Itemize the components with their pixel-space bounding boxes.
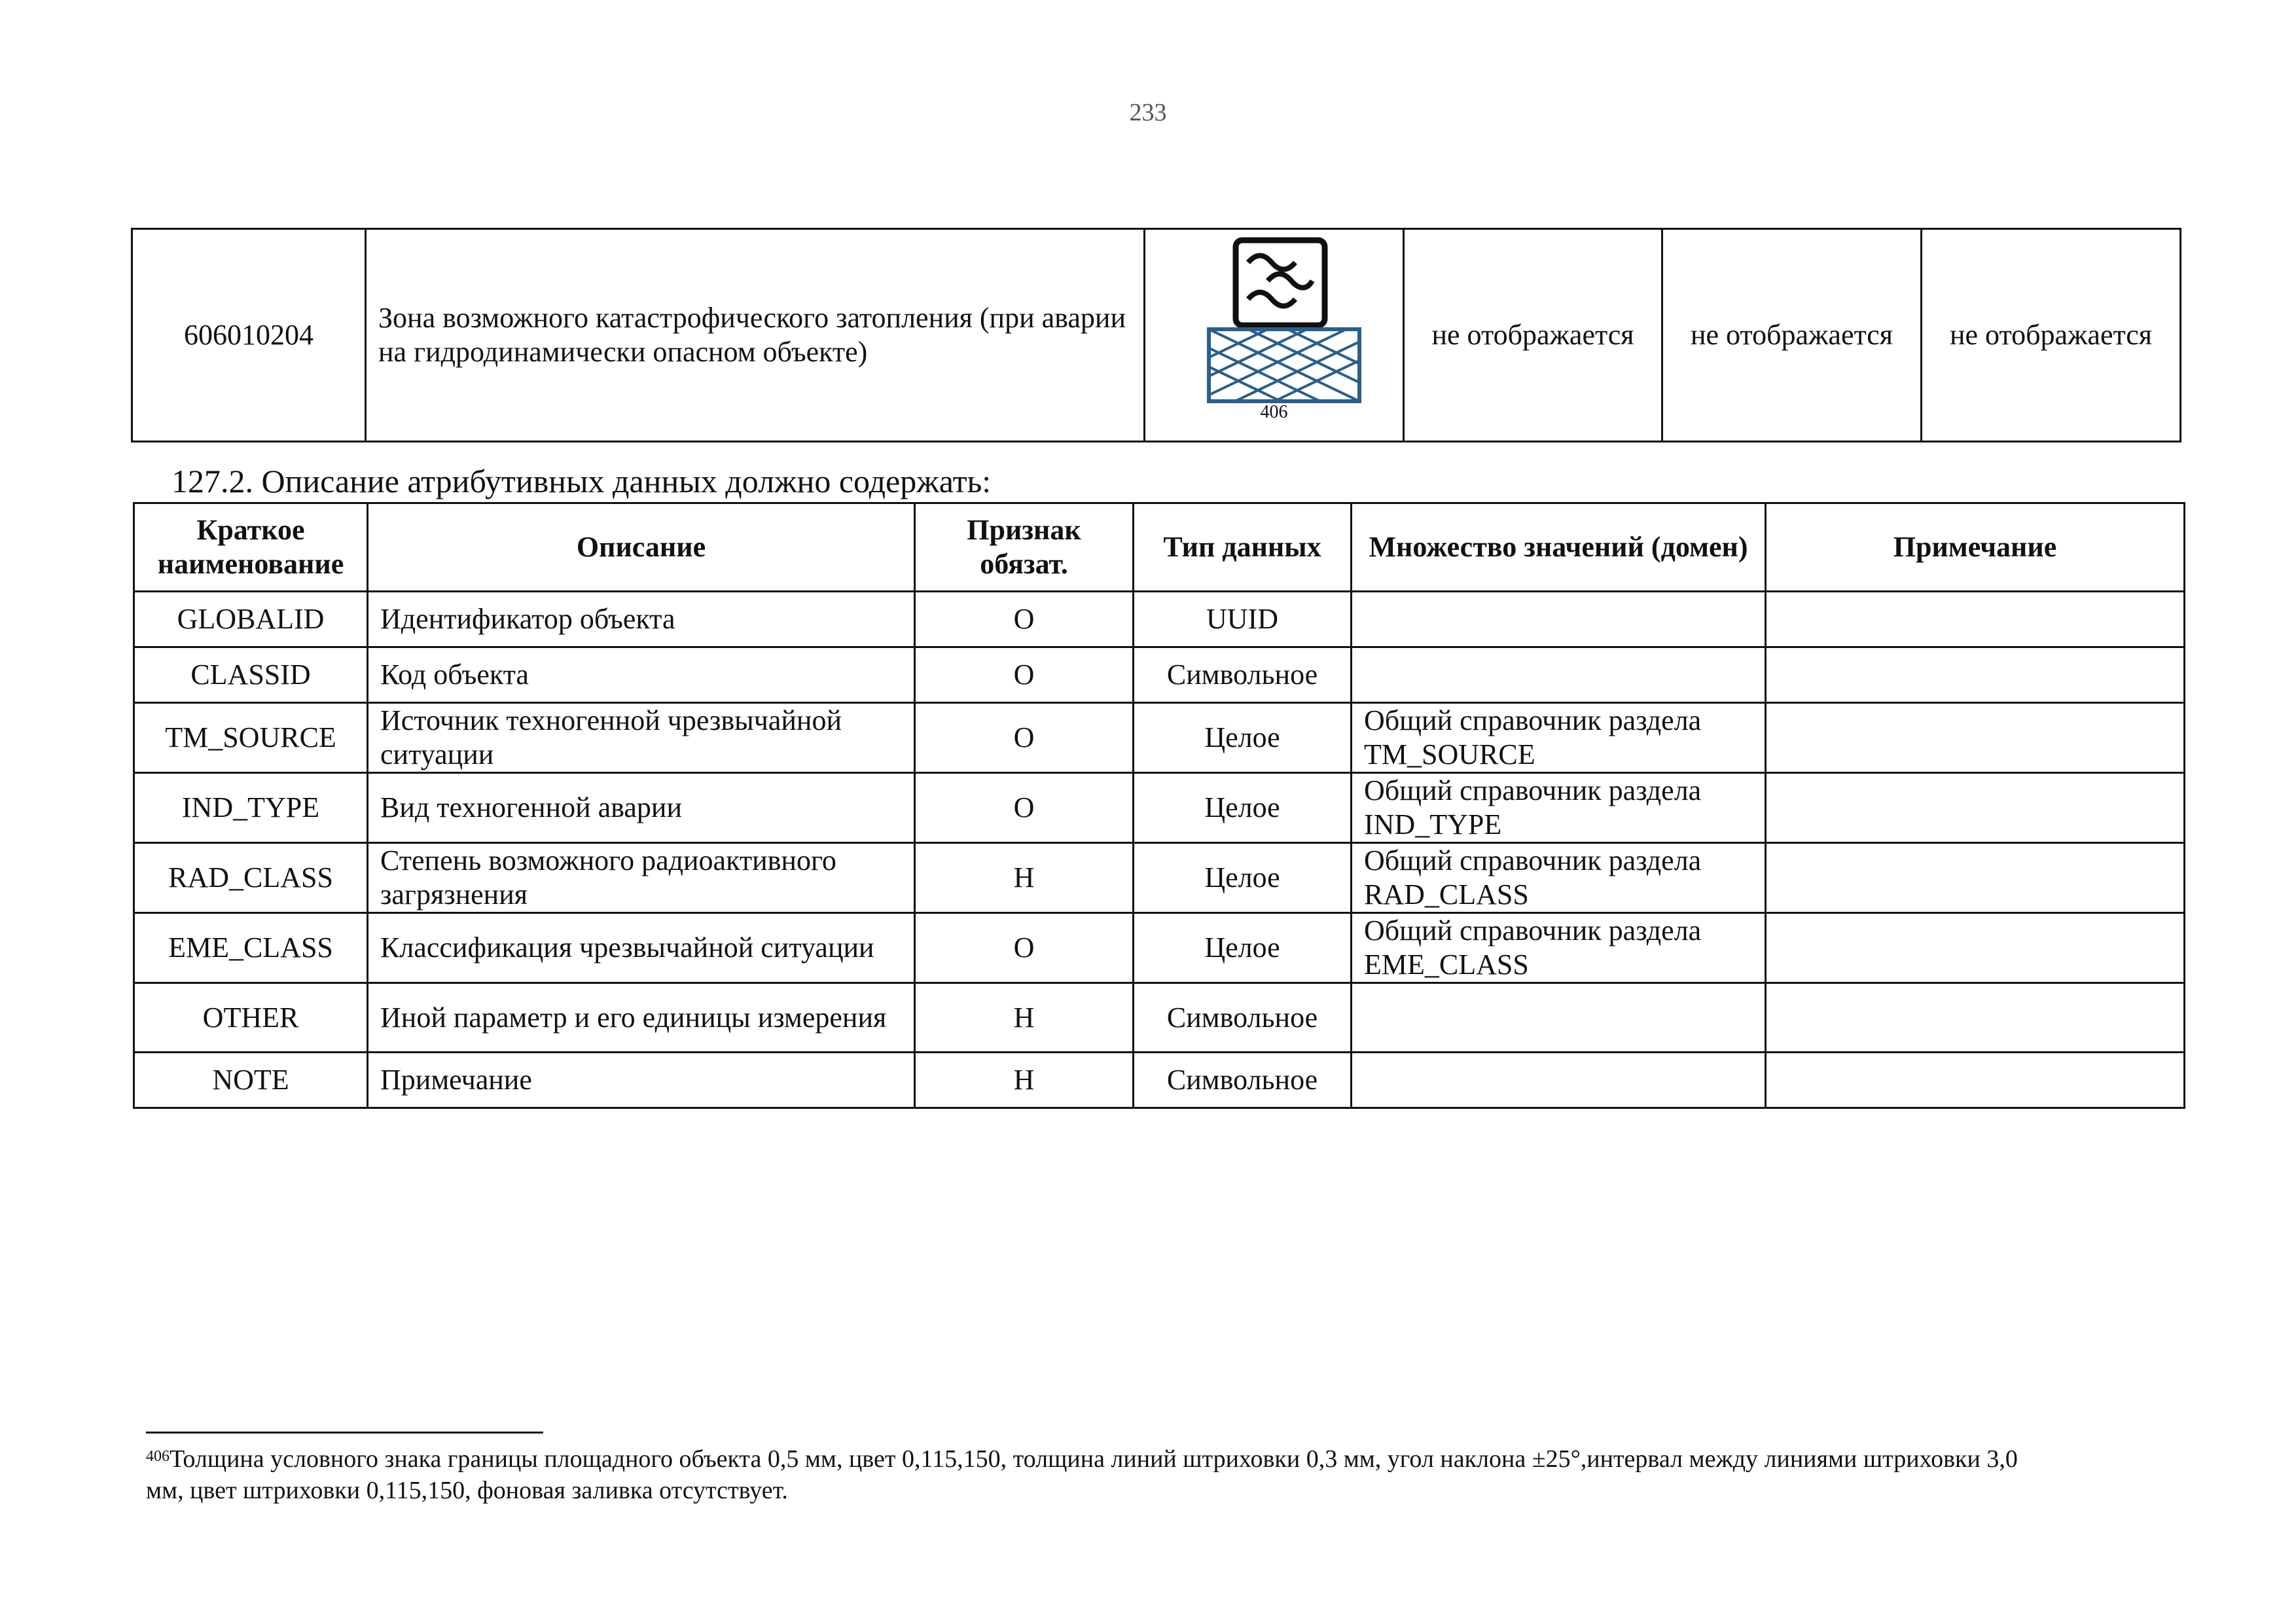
cell-data-type: Символьное xyxy=(1134,647,1352,703)
cell-domain: Общий справочник раздела TM_SOURCE xyxy=(1352,703,1766,773)
table-row xyxy=(134,703,2185,773)
header-short-name: Краткое наименование xyxy=(134,503,368,592)
sign-footnote-ref: 406 xyxy=(1260,402,1288,422)
cell-data-type: Символьное xyxy=(1134,1053,1352,1108)
footnote xyxy=(146,1443,2044,1506)
cell-note xyxy=(1766,592,2185,647)
cell-short-name: CLASSID xyxy=(134,647,368,703)
attributes-table xyxy=(133,502,2185,1109)
cell-domain xyxy=(1352,983,1766,1053)
cell-description: Вид техногенной аварии xyxy=(368,773,915,843)
symbol-col4: не отображается xyxy=(1404,229,1662,442)
footnote-ref: 406 xyxy=(146,1448,170,1465)
cell-short-name: EME_CLASS xyxy=(134,913,368,983)
table-row xyxy=(134,843,2185,913)
cell-mandatory: Н xyxy=(915,983,1134,1053)
cell-description: Классификация чрезвычайной ситуации xyxy=(368,913,915,983)
page-number: 233 xyxy=(1129,99,1167,126)
cell-description: Степень возможного радиоактивного загрязнения xyxy=(368,843,915,913)
table-row xyxy=(134,913,2185,983)
header-mandatory: Признак обязат. xyxy=(915,503,1134,592)
cell-domain xyxy=(1352,592,1766,647)
cell-mandatory: О xyxy=(915,913,1134,983)
symbol-description: Зона возможного катастрофического затопления (при аварии на гидродинамически опасном объекте) xyxy=(366,229,1145,442)
cell-note xyxy=(1766,983,2185,1053)
cell-domain: Общий справочник раздела EME_CLASS xyxy=(1352,913,1766,983)
footnote-text: Толщина условного знака границы площадного объекта 0,5 мм, цвет 0,115,150, толщина линий штриховки 0,3 мм, угол наклона ±25°,интервал между линиями штриховки 3,0 мм, цвет штриховки 0,115,150, фоновая заливка отсутствует. xyxy=(146,1445,2018,1504)
cell-note xyxy=(1766,773,2185,843)
table-row xyxy=(134,647,2185,703)
attributes-header-row xyxy=(134,503,2185,592)
cell-mandatory: О xyxy=(915,703,1134,773)
cell-data-type: Целое xyxy=(1134,773,1352,843)
symbol-sign-cell xyxy=(1145,229,1404,442)
header-domain: Множество значений (домен) xyxy=(1352,503,1766,592)
cell-short-name: TM_SOURCE xyxy=(134,703,368,773)
cell-data-type: Целое xyxy=(1134,843,1352,913)
cell-description: Примечание xyxy=(368,1053,915,1108)
cell-note xyxy=(1766,843,2185,913)
footnote-divider xyxy=(146,1432,543,1434)
cell-data-type: UUID xyxy=(1134,592,1352,647)
cell-mandatory: О xyxy=(915,647,1134,703)
symbol-table xyxy=(131,228,2181,442)
table-row xyxy=(134,592,2185,647)
cell-note xyxy=(1766,1053,2185,1108)
cell-data-type: Символьное xyxy=(1134,983,1352,1053)
cell-domain: Общий справочник раздела RAD_CLASS xyxy=(1352,843,1766,913)
flood-zone-sign-icon xyxy=(1183,234,1366,404)
cell-domain: Общий справочник раздела IND_TYPE xyxy=(1352,773,1766,843)
cell-domain xyxy=(1352,647,1766,703)
header-data-type: Тип данных xyxy=(1134,503,1352,592)
cell-short-name: GLOBALID xyxy=(134,592,368,647)
cell-short-name: RAD_CLASS xyxy=(134,843,368,913)
cell-description: Источник техногенной чрезвычайной ситуации xyxy=(368,703,915,773)
cell-data-type: Целое xyxy=(1134,913,1352,983)
symbol-row xyxy=(132,229,2181,442)
table-row xyxy=(134,1053,2185,1108)
section-title: 127.2. Описание атрибутивных данных должно содержать: xyxy=(171,463,992,499)
cell-short-name: NOTE xyxy=(134,1053,368,1108)
cell-note xyxy=(1766,913,2185,983)
symbol-col6: не отображается xyxy=(1922,229,2181,442)
cell-mandatory: Н xyxy=(915,843,1134,913)
cell-mandatory: О xyxy=(915,773,1134,843)
table-row xyxy=(134,983,2185,1053)
cell-mandatory: Н xyxy=(915,1053,1134,1108)
symbol-col5: не отображается xyxy=(1662,229,1922,442)
header-description: Описание xyxy=(368,503,915,592)
symbol-code: 606010204 xyxy=(132,229,366,442)
table-row xyxy=(134,773,2185,843)
header-note: Примечание xyxy=(1766,503,2185,592)
cell-description: Иной параметр и его единицы измерения xyxy=(368,983,915,1053)
cell-mandatory: О xyxy=(915,592,1134,647)
cell-note xyxy=(1766,703,2185,773)
cell-note xyxy=(1766,647,2185,703)
cell-short-name: OTHER xyxy=(134,983,368,1053)
cell-domain xyxy=(1352,1053,1766,1108)
cell-description: Идентификатор объекта xyxy=(368,592,915,647)
cell-description: Код объекта xyxy=(368,647,915,703)
cell-short-name: IND_TYPE xyxy=(134,773,368,843)
cell-data-type: Целое xyxy=(1134,703,1352,773)
